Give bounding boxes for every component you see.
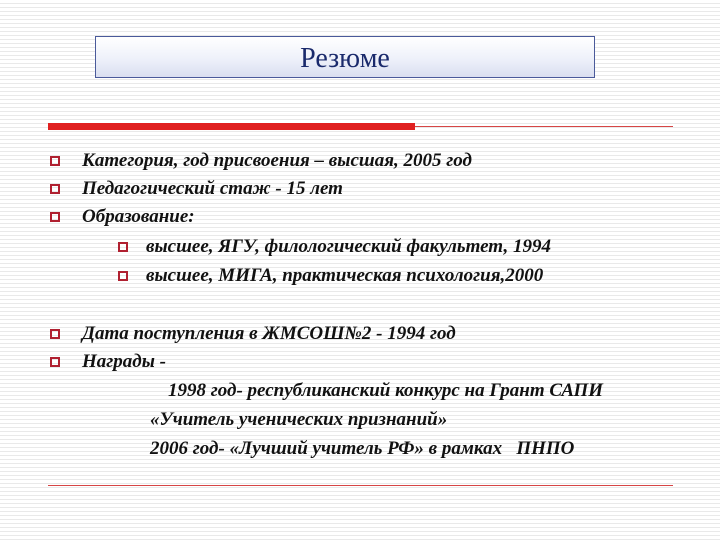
square-bullet-icon bbox=[50, 329, 60, 339]
square-bullet-icon bbox=[50, 357, 60, 367]
square-bullet-icon bbox=[50, 184, 60, 194]
square-bullet-icon bbox=[118, 242, 128, 252]
slide-title: Резюме bbox=[300, 43, 390, 74]
title-box bbox=[95, 36, 595, 78]
square-bullet-icon bbox=[118, 271, 128, 281]
list-item: Награды - bbox=[82, 351, 166, 372]
bottom-thin-divider bbox=[48, 485, 673, 486]
list-item: Дата поступления в ЖМСОШ№2 - 1994 год bbox=[82, 323, 456, 344]
list-item: высшее, МИГА, практическая психология,2000 bbox=[146, 265, 544, 286]
list-item: Образование: bbox=[82, 206, 195, 227]
square-bullet-icon bbox=[50, 212, 60, 222]
top-thin-divider bbox=[415, 126, 673, 127]
list-item: Педагогический стаж - 15 лет bbox=[82, 178, 343, 199]
award-line: «Учитель ученических признаний» bbox=[150, 409, 448, 430]
award-line: 2006 год- «Лучший учитель РФ» в рамках ПНПО bbox=[150, 438, 575, 459]
award-line: 1998 год- республиканский конкурс на Грант САПИ bbox=[168, 380, 604, 401]
list-item: Категория, год присвоения – высшая, 2005 год bbox=[82, 150, 472, 171]
square-bullet-icon bbox=[50, 156, 60, 166]
red-divider-bar bbox=[48, 123, 415, 130]
list-item: высшее, ЯГУ, филологический факультет, 1994 bbox=[146, 236, 552, 257]
